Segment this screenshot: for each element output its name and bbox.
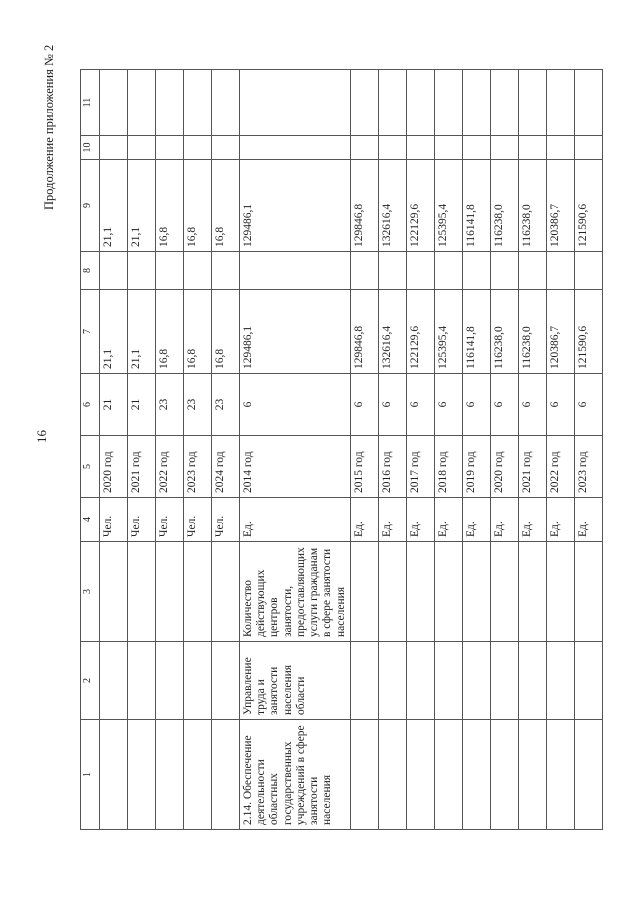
- executor-cell: [128, 642, 156, 720]
- activity-cell: [574, 720, 602, 830]
- value-cell: 21,1: [100, 160, 128, 252]
- value-cell: [378, 136, 406, 160]
- table-row: [406, 70, 434, 830]
- value-cell: [100, 136, 128, 160]
- activity-cell: [462, 720, 490, 830]
- indicator-cell: [518, 542, 546, 642]
- value-cell: [184, 136, 212, 160]
- indicator-cell: [378, 542, 406, 642]
- table-row: [490, 70, 518, 830]
- executor-cell: [212, 642, 240, 720]
- value-cell: 16,8: [212, 290, 240, 374]
- value-cell: 23: [184, 374, 212, 436]
- value-cell: 116238,0: [518, 290, 546, 374]
- value-cell: [240, 70, 351, 136]
- value-cell: 6: [462, 374, 490, 436]
- executor-cell: [546, 642, 574, 720]
- value-cell: 116141,8: [462, 160, 490, 252]
- value-cell: 120386,7: [546, 160, 574, 252]
- activity-cell: [184, 720, 212, 830]
- value-cell: 125395,4: [434, 160, 462, 252]
- value-cell: 120386,7: [546, 290, 574, 374]
- indicator-cell: [546, 542, 574, 642]
- value-cell: [212, 70, 240, 136]
- table-row: [240, 70, 351, 830]
- value-cell: [518, 252, 546, 290]
- value-cell: [128, 136, 156, 160]
- indicator-cell: [490, 542, 518, 642]
- value-cell: 23: [212, 374, 240, 436]
- value-cell: [156, 70, 184, 136]
- executor-cell: [406, 642, 434, 720]
- year-cell: 2015 год: [350, 436, 378, 498]
- value-cell: [546, 70, 574, 136]
- header-cell: 11: [81, 70, 100, 136]
- value-cell: [490, 252, 518, 290]
- activity-cell: [212, 720, 240, 830]
- unit-cell: Ед.: [378, 498, 406, 542]
- value-cell: [574, 70, 602, 136]
- header-cell: 10: [81, 136, 100, 160]
- continuation-label: Продолжение приложения № 2: [42, 44, 56, 210]
- table-row: [378, 70, 406, 830]
- value-cell: [240, 136, 351, 160]
- value-cell: [462, 252, 490, 290]
- executor-cell: [156, 642, 184, 720]
- activity-cell: [434, 720, 462, 830]
- executor-cell: [574, 642, 602, 720]
- table-row: [156, 70, 184, 830]
- value-cell: 16,8: [156, 160, 184, 252]
- executor-cell: [518, 642, 546, 720]
- value-cell: 6: [240, 374, 351, 436]
- value-cell: 16,8: [212, 160, 240, 252]
- value-cell: [156, 252, 184, 290]
- year-cell: 2023 год: [184, 436, 212, 498]
- year-cell: 2019 год: [462, 436, 490, 498]
- value-cell: [490, 136, 518, 160]
- year-cell: 2017 год: [406, 436, 434, 498]
- year-cell: 2018 год: [434, 436, 462, 498]
- year-cell: 2020 год: [100, 436, 128, 498]
- year-cell: 2020 год: [490, 436, 518, 498]
- value-cell: 6: [546, 374, 574, 436]
- table-row: [350, 70, 378, 830]
- table-row: [574, 70, 602, 830]
- value-cell: 121590,6: [574, 290, 602, 374]
- value-cell: [574, 136, 602, 160]
- indicator-cell: [212, 542, 240, 642]
- activity-cell: [128, 720, 156, 830]
- value-cell: 6: [490, 374, 518, 436]
- value-cell: [462, 136, 490, 160]
- unit-cell: Чел.: [212, 498, 240, 542]
- year-cell: 2021 год: [128, 436, 156, 498]
- header-cell: 3: [81, 542, 100, 642]
- indicator-cell: [156, 542, 184, 642]
- value-cell: 6: [574, 374, 602, 436]
- value-cell: 121590,6: [574, 160, 602, 252]
- value-cell: [546, 252, 574, 290]
- executor-cell: Управление труда и занятости населения области: [240, 642, 351, 720]
- activity-cell: [406, 720, 434, 830]
- table-row: [212, 70, 240, 830]
- indicator-cell: [184, 542, 212, 642]
- value-cell: 21,1: [128, 160, 156, 252]
- value-cell: 21,1: [128, 290, 156, 374]
- header-cell: 8: [81, 252, 100, 290]
- unit-cell: Ед.: [434, 498, 462, 542]
- executor-cell: [462, 642, 490, 720]
- unit-cell: Чел.: [128, 498, 156, 542]
- unit-cell: Чел.: [156, 498, 184, 542]
- value-cell: 125395,4: [434, 290, 462, 374]
- value-cell: [434, 70, 462, 136]
- activity-cell: [350, 720, 378, 830]
- value-cell: [490, 70, 518, 136]
- value-cell: 129846,8: [350, 290, 378, 374]
- executor-cell: [350, 642, 378, 720]
- value-cell: 6: [434, 374, 462, 436]
- year-cell: 2022 год: [546, 436, 574, 498]
- year-cell: 2021 год: [518, 436, 546, 498]
- value-cell: [434, 252, 462, 290]
- unit-cell: Ед.: [518, 498, 546, 542]
- header-cell: 7: [81, 290, 100, 374]
- table-row: [100, 70, 128, 830]
- unit-cell: Чел.: [184, 498, 212, 542]
- value-cell: [518, 70, 546, 136]
- value-cell: 21: [100, 374, 128, 436]
- value-cell: 16,8: [156, 290, 184, 374]
- header-cell: 9: [81, 160, 100, 252]
- unit-cell: Ед.: [546, 498, 574, 542]
- value-cell: [184, 70, 212, 136]
- table-row: [462, 70, 490, 830]
- unit-cell: Ед.: [406, 498, 434, 542]
- table-row: [128, 70, 156, 830]
- value-cell: 122129,6: [406, 290, 434, 374]
- value-cell: [350, 252, 378, 290]
- value-cell: [156, 136, 184, 160]
- value-cell: 6: [350, 374, 378, 436]
- activity-cell: [546, 720, 574, 830]
- unit-cell: Ед.: [350, 498, 378, 542]
- executor-cell: [378, 642, 406, 720]
- year-cell: 2024 год: [212, 436, 240, 498]
- unit-cell: Ед.: [574, 498, 602, 542]
- table-row: [184, 70, 212, 830]
- value-cell: 16,8: [184, 160, 212, 252]
- page-number: 16: [34, 430, 49, 443]
- value-cell: [518, 136, 546, 160]
- activity-cell: [518, 720, 546, 830]
- value-cell: [350, 136, 378, 160]
- indicator-cell: Количество действующих центров занятости, предоставляющих услуги гражданам в сфере занятости населения: [240, 542, 351, 642]
- value-cell: 132616,4: [378, 290, 406, 374]
- value-cell: [128, 252, 156, 290]
- value-cell: [128, 70, 156, 136]
- value-cell: 6: [406, 374, 434, 436]
- unit-cell: Ед.: [490, 498, 518, 542]
- value-cell: [574, 252, 602, 290]
- activity-cell: 2.14. Обеспечение деятельности областных государственных учреждений в сфере занятости населения: [240, 720, 351, 830]
- value-cell: [100, 70, 128, 136]
- value-cell: 6: [518, 374, 546, 436]
- executor-cell: [100, 642, 128, 720]
- value-cell: [240, 252, 351, 290]
- year-cell: 2016 год: [378, 436, 406, 498]
- activity-cell: [490, 720, 518, 830]
- indicator-cell: [128, 542, 156, 642]
- indicator-cell: [462, 542, 490, 642]
- value-cell: [406, 70, 434, 136]
- value-cell: [546, 136, 574, 160]
- value-cell: [406, 136, 434, 160]
- year-cell: 2023 год: [574, 436, 602, 498]
- indicator-cell: [574, 542, 602, 642]
- header-cell: 6: [81, 374, 100, 436]
- value-cell: 6: [378, 374, 406, 436]
- indicator-cell: [434, 542, 462, 642]
- value-cell: 129486,1: [240, 290, 351, 374]
- value-cell: 116238,0: [518, 160, 546, 252]
- unit-cell: Ед.: [240, 498, 351, 542]
- table-row: [546, 70, 574, 830]
- value-cell: [184, 252, 212, 290]
- table-row: [434, 70, 462, 830]
- indicator-cell: [350, 542, 378, 642]
- value-cell: [434, 136, 462, 160]
- value-cell: 122129,6: [406, 160, 434, 252]
- activity-cell: [100, 720, 128, 830]
- unit-cell: Чел.: [100, 498, 128, 542]
- value-cell: 21: [128, 374, 156, 436]
- indicator-cell: [406, 542, 434, 642]
- value-cell: 16,8: [184, 290, 212, 374]
- activity-cell: [378, 720, 406, 830]
- value-cell: 129846,8: [350, 160, 378, 252]
- value-cell: [212, 136, 240, 160]
- appendix-table: [80, 69, 603, 830]
- value-cell: 116238,0: [490, 160, 518, 252]
- table-row: [518, 70, 546, 830]
- value-cell: 23: [156, 374, 184, 436]
- value-cell: [212, 252, 240, 290]
- header-cell: 5: [81, 436, 100, 498]
- value-cell: [100, 252, 128, 290]
- executor-cell: [434, 642, 462, 720]
- value-cell: [378, 70, 406, 136]
- header-cell: 2: [81, 642, 100, 720]
- value-cell: 116238,0: [490, 290, 518, 374]
- value-cell: [406, 252, 434, 290]
- value-cell: 21,1: [100, 290, 128, 374]
- executor-cell: [184, 642, 212, 720]
- column-number-row: [81, 70, 100, 830]
- value-cell: [378, 252, 406, 290]
- value-cell: 129486,1: [240, 160, 351, 252]
- activity-cell: [156, 720, 184, 830]
- unit-cell: Ед.: [462, 498, 490, 542]
- header-cell: 4: [81, 498, 100, 542]
- year-cell: 2014 год: [240, 436, 351, 498]
- value-cell: 132616,4: [378, 160, 406, 252]
- value-cell: [350, 70, 378, 136]
- value-cell: [462, 70, 490, 136]
- executor-cell: [490, 642, 518, 720]
- value-cell: 116141,8: [462, 290, 490, 374]
- year-cell: 2022 год: [156, 436, 184, 498]
- header-cell: 1: [81, 720, 100, 830]
- indicator-cell: [100, 542, 128, 642]
